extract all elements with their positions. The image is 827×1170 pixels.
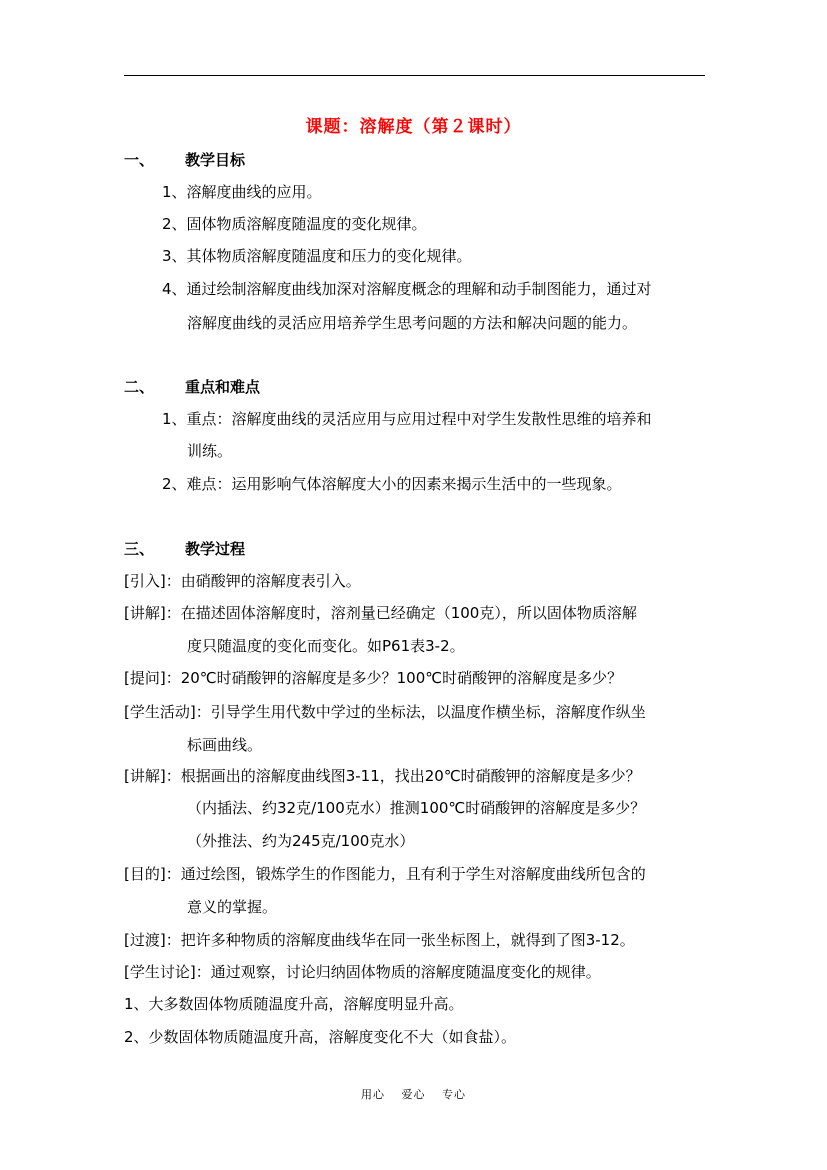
- section-heading-process: [124, 539, 245, 559]
- process-line-continued: （内插法、约32克/100克水）推测100℃时硝酸钾的溶解度是多少？: [187, 799, 646, 817]
- objective-item: 1、溶解度曲线的应用。: [162, 183, 322, 201]
- process-line: [过渡]：把许多种物质的溶解度曲线华在同一张坐标图上，就得到了图3-12。: [124, 931, 635, 949]
- process-line: 1、大多数固体物质随温度升高，溶解度明显升高。: [124, 995, 464, 1013]
- page-footer: [0, 1086, 827, 1102]
- section-number: 二、: [124, 378, 155, 396]
- process-line: [目的]：通过绘图，锻炼学生的作图能力，且有利于学生对溶解度曲线所包含的: [124, 865, 646, 883]
- header-rule: [124, 75, 705, 76]
- section-heading-key-points: [124, 377, 260, 397]
- section-heading-objectives: [124, 150, 245, 170]
- process-line: [提问]：20℃时硝酸钾的溶解度是多少？100℃时硝酸钾的溶解度是多少？: [124, 669, 623, 687]
- section-title: 教学目标: [185, 151, 246, 169]
- process-line: [学生活动]：引导学生用代数中学过的坐标法，以温度作横坐标，溶解度作纵坐: [124, 703, 646, 721]
- section-number: 一、: [124, 151, 155, 169]
- key-point-item: 2、难点：运用影响气体溶解度大小的因素来揭示生活中的一些现象。: [162, 475, 622, 493]
- section-title: 教学过程: [185, 540, 246, 558]
- objective-item: 2、固体物质溶解度随温度的变化规律。: [162, 215, 427, 233]
- footer-text: 专心: [442, 1088, 466, 1101]
- footer-text: 爱心: [401, 1088, 426, 1101]
- process-line-continued: 标画曲线。: [187, 736, 263, 754]
- objective-item: 3、其体物质溶解度随温度和压力的变化规律。: [162, 247, 472, 265]
- section-number: 三、: [124, 540, 155, 558]
- process-line: [讲解]：根据画出的溶解度曲线图3-11，找出20℃时硝酸钾的溶解度是多少？: [124, 767, 641, 785]
- objective-item-continued: 溶解度曲线的灵活应用培养学生思考问题的方法和解决问题的能力。: [187, 314, 638, 332]
- process-line: 2、少数固体物质随温度升高，溶解度变化不大（如食盐）。: [124, 1028, 517, 1046]
- objective-item: 4、通过绘制溶解度曲线加深对溶解度概念的理解和动手制图能力，通过对: [162, 280, 652, 298]
- key-point-item: 1、重点：溶解度曲线的灵活应用与应用过程中对学生发散性思维的培养和: [162, 410, 652, 428]
- process-line: [引入]：由硝酸钾的溶解度表引入。: [124, 572, 361, 590]
- process-line-continued: 意义的掌握。: [187, 898, 278, 916]
- process-line: [讲解]：在描述固体溶解度时，溶剂量已经确定（100克），所以固体物质溶解: [124, 604, 637, 622]
- process-line-continued: （外推法、约为245克/100克水）: [187, 832, 415, 850]
- process-line: [学生讨论]：通过观察，讨论归纳固体物质的溶解度随温度变化的规律。: [124, 963, 601, 981]
- footer-text: 用心: [361, 1088, 385, 1101]
- section-title: 重点和难点: [185, 378, 261, 396]
- key-point-item-continued: 训练。: [187, 442, 233, 460]
- page-title: 课题：溶解度（第２课时）: [305, 117, 522, 137]
- process-line-continued: 度只随温度的变化而变化。如P61表3-2。: [187, 637, 465, 655]
